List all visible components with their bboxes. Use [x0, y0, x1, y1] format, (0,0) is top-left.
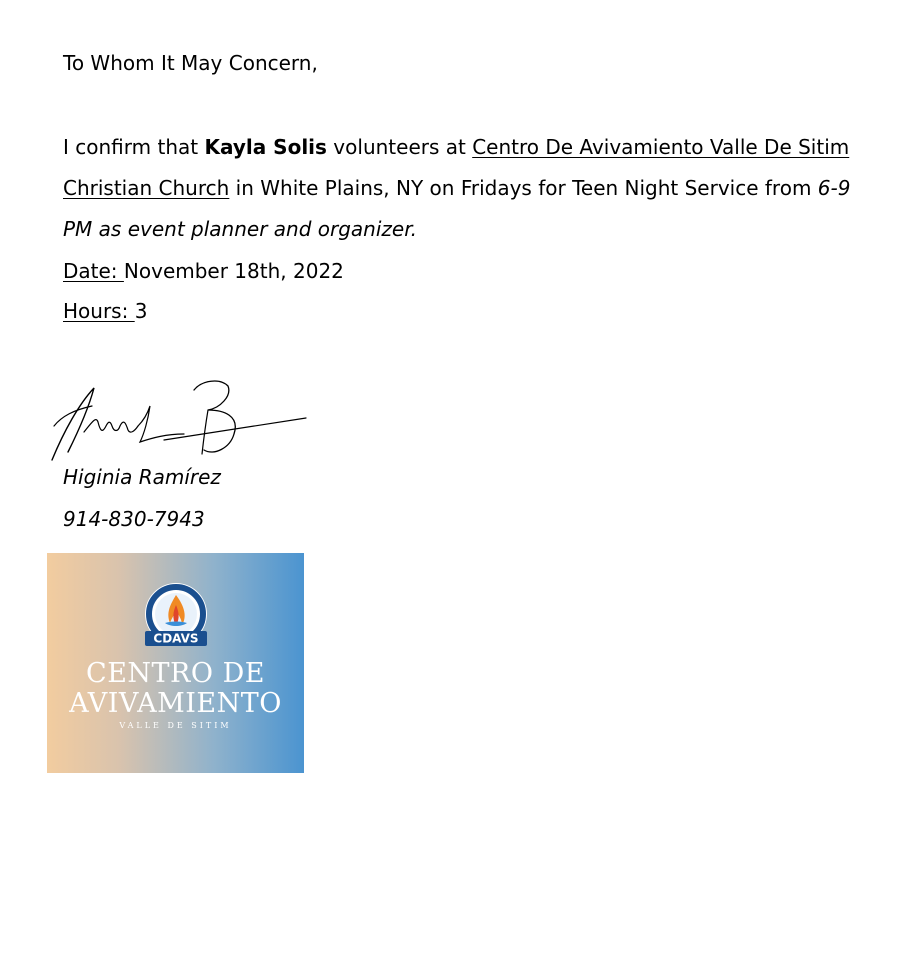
date-line: [63, 258, 344, 284]
body-text-2: volunteers at: [326, 135, 473, 159]
body-text-3: in White Plains, NY on Fridays for Teen Night Service from: [229, 176, 818, 200]
signer-phone: 914-830-7943: [63, 507, 205, 531]
body-line-1: [63, 134, 849, 160]
church-name-line-1: Centro De Avivamiento Valle De Sitim: [472, 135, 850, 159]
hours-line: [63, 298, 147, 324]
signer-name: Higinia Ramírez: [63, 465, 221, 489]
hours-label: Hours:: [63, 299, 135, 323]
church-name-line-2: Christian Church: [63, 176, 230, 200]
body-text-1: I confirm that: [63, 135, 205, 159]
logo-title-line-2: AVIVAMIENTO: [69, 688, 282, 719]
church-emblem-icon: [141, 581, 211, 655]
logo-subtitle: VALLE DE SITIM: [119, 721, 232, 730]
date-label: Date:: [63, 259, 124, 283]
salutation: To Whom It May Concern,: [63, 51, 318, 75]
body-line-2: [63, 175, 850, 201]
volunteer-name: Kayla Solis: [204, 135, 327, 159]
date-value: November 18th, 2022: [123, 259, 344, 283]
role-line: PM as event planner and organizer.: [63, 217, 417, 241]
hours-value: 3: [134, 299, 148, 323]
time-range: 6-9: [817, 176, 851, 200]
church-logo: [47, 553, 304, 773]
logo-title-line-1: CENTRO DE: [86, 658, 265, 689]
signature-image: [44, 376, 310, 468]
emblem-text: CDAVS: [153, 631, 199, 646]
